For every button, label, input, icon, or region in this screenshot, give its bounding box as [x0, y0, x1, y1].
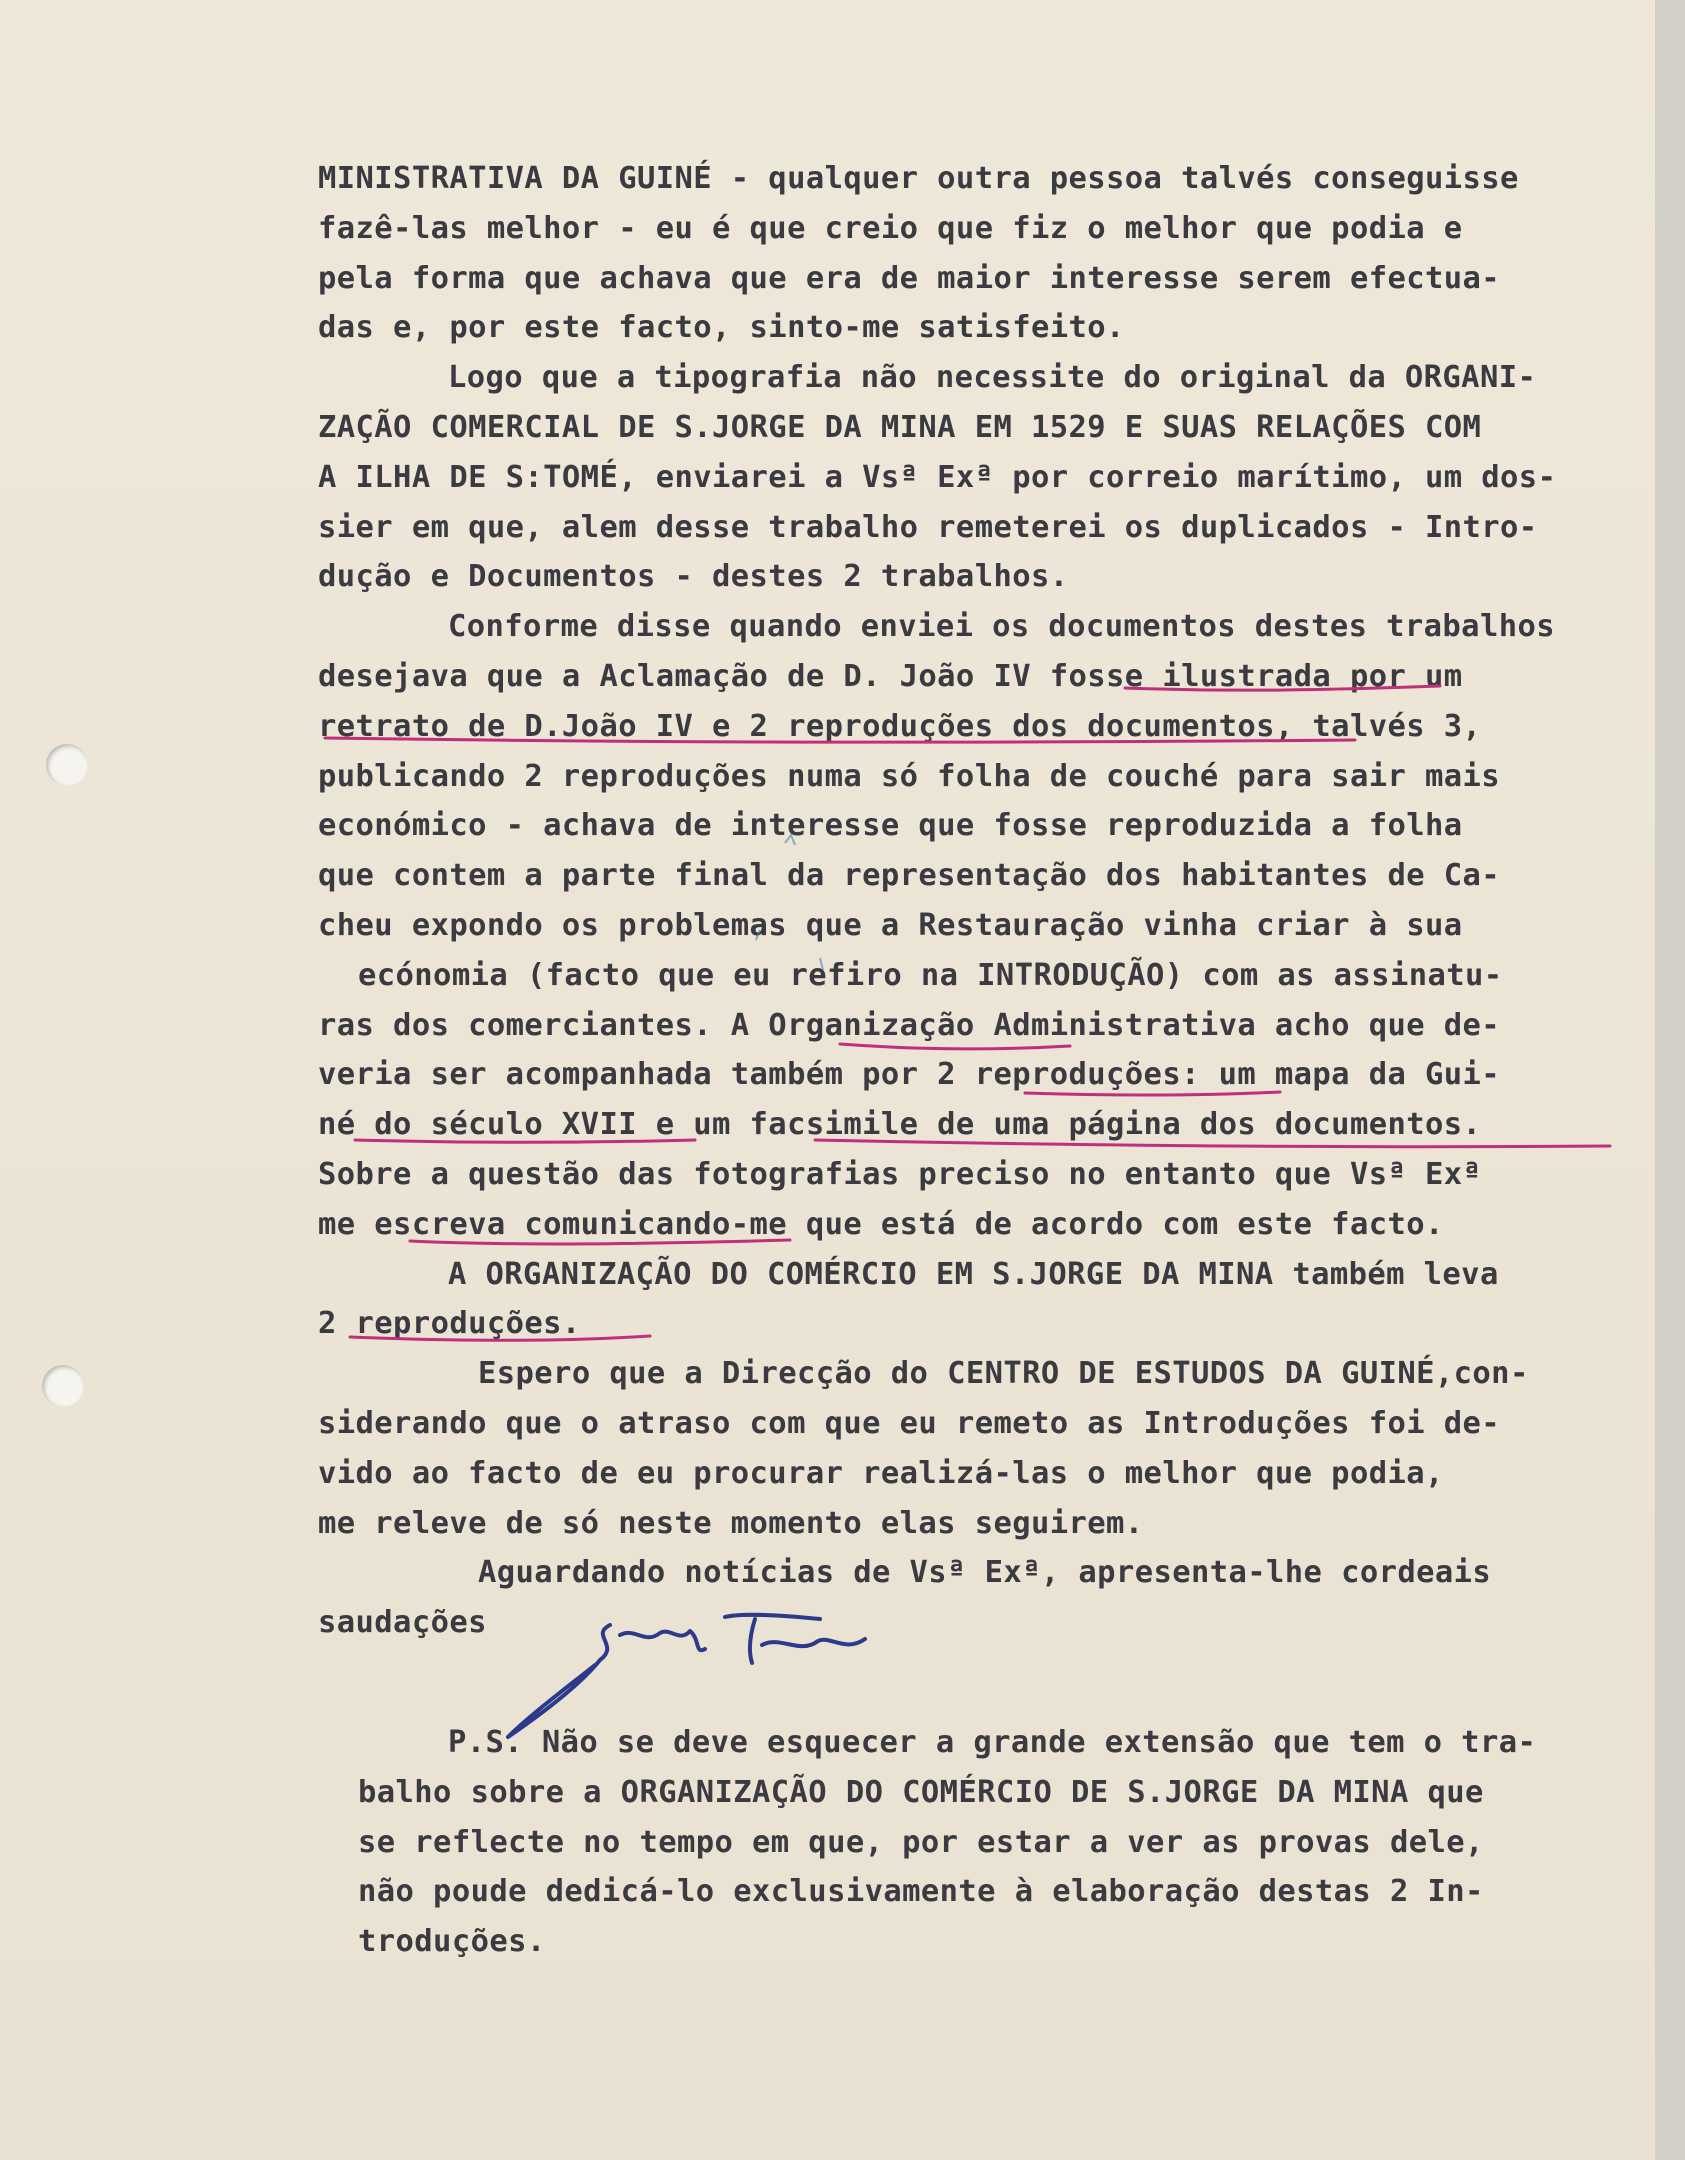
text-line: económico - achava de interesse que fosse reproduzida a folha — [318, 808, 1463, 844]
text-line: desejava que a Aclamação de D. João IV fosse ilustrada por um — [318, 658, 1463, 694]
postscript-line: se reflecte no tempo em que, por estar a ver as provas dele, — [358, 1824, 1484, 1860]
text-line: A ILHA DE S:TOMÉ, enviarei a Vsª Exª por correio marítimo, um dos- — [318, 459, 1557, 495]
text-line: 2 reproduções. — [318, 1306, 581, 1342]
postscript-line: troduções. — [358, 1924, 546, 1960]
text-line: cheu expondo os problemas que a Restauração vinha criar à sua — [318, 907, 1463, 943]
text-line: siderando que o atraso com que eu remeto as Introduções foi de- — [318, 1405, 1501, 1441]
text-line: dução e Documentos - destes 2 trabalhos. — [318, 559, 1069, 595]
text-line: saudações — [318, 1605, 487, 1641]
text-line: né do século XVII e um facsimile de uma página dos documentos. — [318, 1107, 1482, 1143]
text-line: publicando 2 reproduções numa só folha de couché para sair mais — [318, 758, 1501, 794]
text-line: A ORGANIZAÇÃO DO COMÉRCIO EM S.JORGE DA MINA também leva — [448, 1256, 1499, 1292]
postscript-line: balho sobre a ORGANIZAÇÃO DO COMÉRCIO DE S.JORGE DA MINA que — [358, 1774, 1484, 1810]
text-line: Logo que a tipografia não necessite do original da ORGANI- — [448, 360, 1537, 396]
scan-edge — [1655, 0, 1685, 2160]
text-line: sier em que, alem desse trabalho remeterei os duplicados - Intro- — [318, 509, 1538, 545]
text-line: Espero que a Direcção do CENTRO DE ESTUDOS DA GUINÉ,con- — [478, 1356, 1529, 1392]
text-line: fazê-las melhor - eu é que creio que fiz o melhor que podia e — [318, 210, 1463, 246]
text-line: ZAÇÃO COMERCIAL DE S.JORGE DA MINA EM 1529 E SUAS RELAÇÕES COM — [318, 409, 1482, 445]
text-line: pela forma que achava que era de maior interesse serem efectua- — [318, 260, 1501, 296]
text-line: ras dos comerciantes. A Organização Administrativa acho que de- — [318, 1007, 1501, 1043]
text-line: que contem a parte final da representação dos habitantes de Ca- — [318, 858, 1501, 894]
postscript-line: P.S. Não se deve esquecer a grande extensão que tem o tra- — [448, 1724, 1537, 1760]
text-line: das e, por este facto, sinto-me satisfeito. — [318, 310, 1125, 346]
text-line: vido ao facto de eu procurar realizá-las o melhor que podia, — [318, 1455, 1444, 1491]
text-line: Sobre a questão das fotografias preciso no entanto que Vsª Exª — [318, 1156, 1482, 1192]
text-line: retrato de D.João IV e 2 reproduções dos documentos, talvés 3, — [318, 708, 1482, 744]
text-line: ecónomia (facto que eu refiro na INTRODUÇÃO) com as assinatu- — [358, 957, 1503, 993]
punch-hole-bottom — [42, 1365, 84, 1407]
punch-hole-top — [46, 744, 88, 786]
text-line: me escreva comunicando-me que está de acordo com este facto. — [318, 1206, 1444, 1242]
text-line: MINISTRATIVA DA GUINÉ - qualquer outra pessoa talvés conseguisse — [318, 161, 1519, 196]
signature — [500, 1605, 930, 1745]
text-line: Conforme disse quando enviei os documentos destes trabalhos — [448, 609, 1555, 645]
text-line: Aguardando notícias de Vsª Exª, apresenta-lhe cordeais — [478, 1555, 1492, 1591]
postscript-line: não poude dedicá-lo exclusivamente à elaboração destas 2 In- — [358, 1874, 1484, 1910]
text-line: veria ser acompanhada também por 2 reproduções: um mapa da Gui- — [318, 1057, 1501, 1093]
text-line: me releve de só neste momento elas seguirem. — [318, 1505, 1144, 1541]
